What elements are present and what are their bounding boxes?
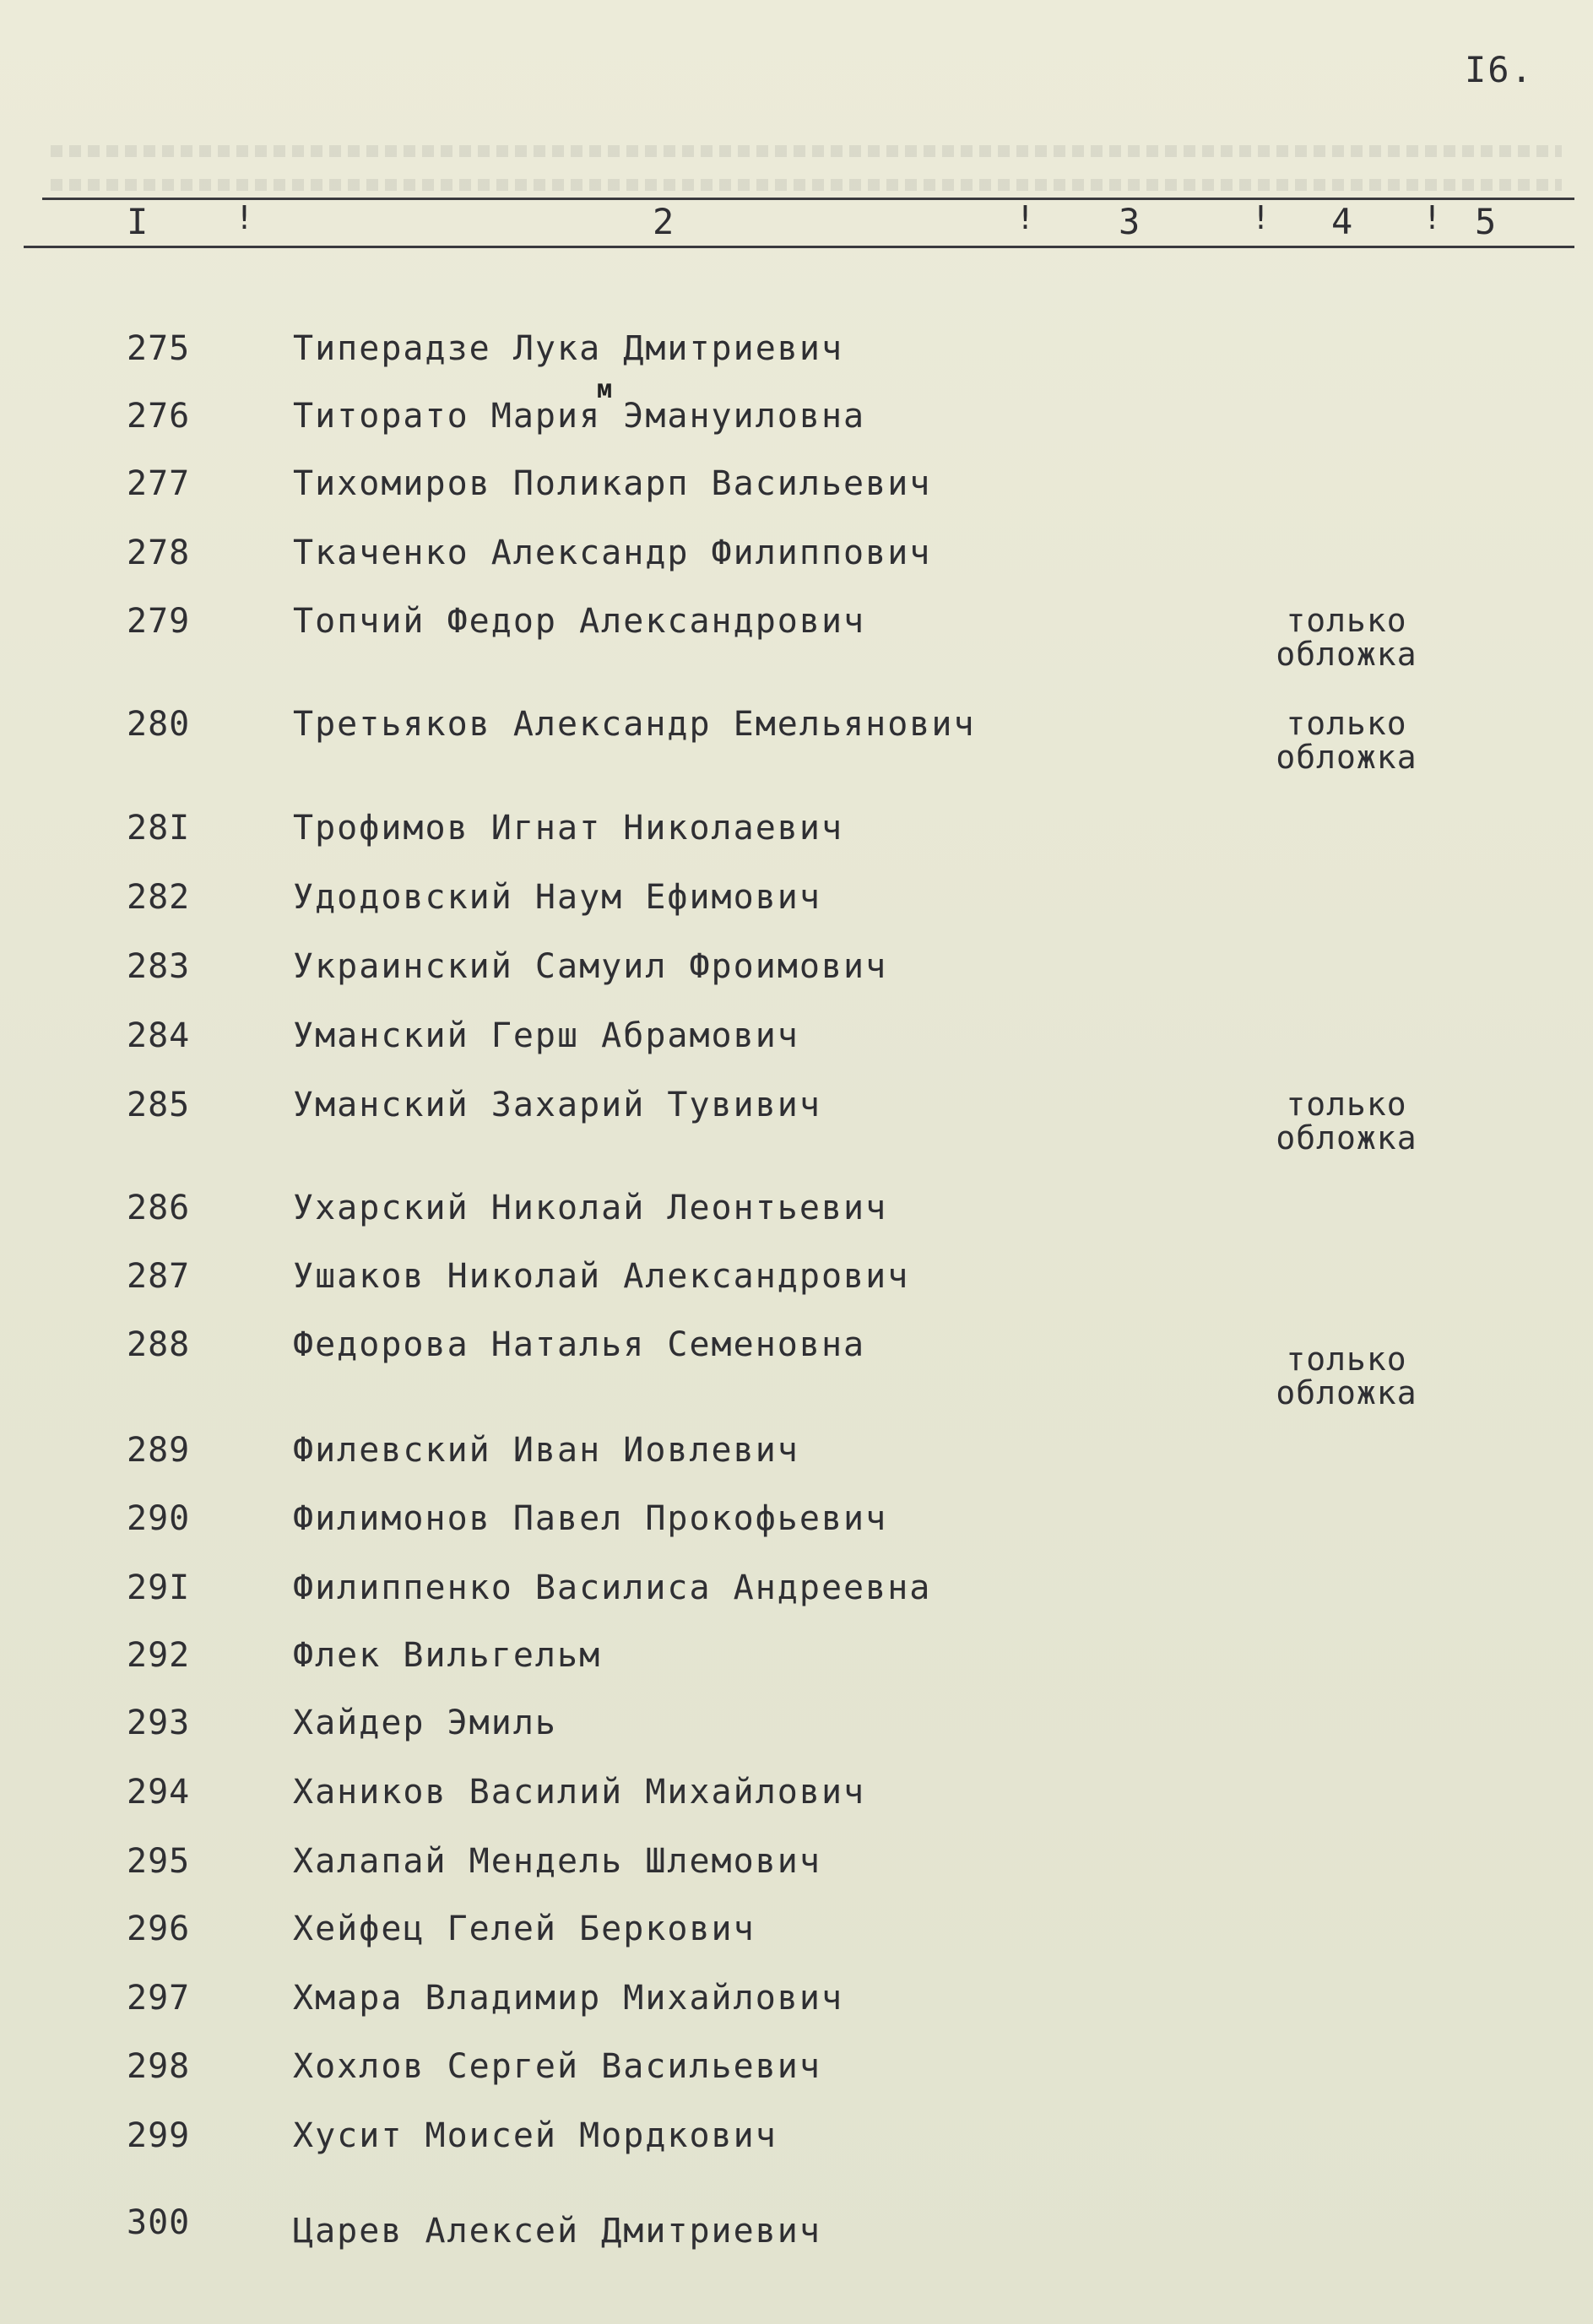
table-row <box>0 705 1593 776</box>
note-line: обложка <box>1276 1119 1417 1157</box>
person-name: Филевский Иван Иовлевич <box>293 1431 799 1470</box>
row-number: 294 <box>127 1773 191 1812</box>
row-number: 29I <box>127 1568 191 1607</box>
table-row <box>0 1431 1593 1482</box>
row-number: 296 <box>127 1910 191 1948</box>
row-number: 282 <box>127 878 191 917</box>
person-name: Ткаченко Александр Филиппович <box>293 534 932 572</box>
row-number: 283 <box>127 947 191 986</box>
column-5-header: 5 <box>1475 201 1497 242</box>
table-row <box>0 1979 1593 2029</box>
row-number: 279 <box>127 602 191 641</box>
row-number: 289 <box>127 1431 191 1470</box>
person-name: Трофимов Игнат Николаевич <box>293 809 844 848</box>
table-row <box>0 397 1593 447</box>
handwritten-correction: м <box>597 375 613 404</box>
row-number: 275 <box>127 329 191 368</box>
table-row <box>0 534 1593 584</box>
person-name: Хейфец Гелей Беркович <box>293 1910 756 1948</box>
header-rule-top <box>42 198 1574 200</box>
person-name: Филимонов Павел Прокофьевич <box>293 1499 888 1538</box>
person-name: Ушаков Николай Александрович <box>293 1257 910 1296</box>
column-2-header: 2 <box>653 201 675 242</box>
table-row <box>0 2047 1593 2098</box>
person-name: Ухарский Николай Леонтьевич <box>293 1189 888 1227</box>
row-number: 297 <box>127 1979 191 2018</box>
person-name: Хусит Моисей Мордкович <box>293 2116 778 2155</box>
row-number: 290 <box>127 1499 191 1538</box>
table-row <box>0 1499 1593 1550</box>
person-name: Царев Алексей Дмитриевич <box>293 2212 821 2251</box>
note-line: только <box>1286 602 1407 639</box>
person-name: Филиппенко Василиса Андреевна <box>293 1568 932 1607</box>
column-separator: ! <box>1016 199 1035 236</box>
column-separator: ! <box>1422 199 1442 236</box>
table-row <box>0 1016 1593 1067</box>
table-row <box>0 1325 1593 1411</box>
person-name: Топчий Федор Александрович <box>293 602 866 641</box>
table-row <box>0 1189 1593 1239</box>
person-name: Третьяков Александр Емельянович <box>293 705 976 744</box>
note-line: обложка <box>1276 739 1417 776</box>
table-row <box>0 1842 1593 1893</box>
table-row <box>0 1257 1593 1308</box>
header-rule-bottom <box>24 246 1574 248</box>
person-name: Тихомиров Поликарп Васильевич <box>293 464 932 503</box>
row-number: 295 <box>127 1842 191 1881</box>
row-note <box>1266 604 1427 671</box>
person-name: Флек Вильгельм <box>293 1636 602 1675</box>
table-row <box>0 1568 1593 1619</box>
row-number: 286 <box>127 1189 191 1227</box>
person-name: Федорова Наталья Семеновна <box>293 1325 866 1364</box>
table-row <box>0 878 1593 929</box>
person-name: Хайдер Эмиль <box>293 1704 557 1742</box>
table-row <box>0 809 1593 859</box>
column-separator: ! <box>235 199 254 236</box>
page-number: I6. <box>1465 49 1534 90</box>
person-name: Титорато Мария Эмануиловна <box>293 397 866 436</box>
show-through-line <box>51 145 1562 157</box>
row-note <box>1266 1087 1427 1155</box>
row-number: 293 <box>127 1704 191 1742</box>
person-name: Хаников Василий Михайлович <box>293 1773 866 1812</box>
table-row <box>0 947 1593 998</box>
row-number: 287 <box>127 1257 191 1296</box>
column-separator: ! <box>1251 199 1271 236</box>
table-row <box>0 1910 1593 1960</box>
table-row <box>0 1086 1593 1157</box>
note-line: только <box>1286 1086 1407 1123</box>
note-line: только <box>1286 705 1407 742</box>
table-row <box>0 2203 1593 2254</box>
row-number: 298 <box>127 2047 191 2086</box>
person-name: Хмара Владимир Михайлович <box>293 1979 844 2018</box>
row-number: 300 <box>127 2203 191 2242</box>
person-name: Халапай Мендель Шлемович <box>293 1842 821 1881</box>
row-number: 277 <box>127 464 191 503</box>
row-note <box>1266 707 1427 774</box>
note-line: обложка <box>1276 636 1417 673</box>
person-name: Хохлов Сергей Васильевич <box>293 2047 821 2086</box>
row-number: 280 <box>127 705 191 744</box>
table-row <box>0 464 1593 515</box>
person-name: Украинский Самуил Фроимович <box>293 947 888 986</box>
column-4-header: 4 <box>1331 201 1353 242</box>
person-name: Уманский Захарий Тувивич <box>293 1086 821 1124</box>
column-1-header: I <box>127 201 149 242</box>
table-row <box>0 602 1593 673</box>
row-number: 278 <box>127 534 191 572</box>
row-number: 285 <box>127 1086 191 1124</box>
person-name: Типерадзе Лука Дмитриевич <box>293 329 844 368</box>
table-row <box>0 2116 1593 2167</box>
note-line: обложка <box>1276 1374 1417 1411</box>
table-row <box>0 329 1593 380</box>
row-number: 299 <box>127 2116 191 2155</box>
table-row <box>0 1636 1593 1687</box>
row-note <box>1266 1342 1427 1410</box>
table-row <box>0 1704 1593 1754</box>
row-number: 284 <box>127 1016 191 1055</box>
row-number: 288 <box>127 1325 191 1364</box>
note-line: только <box>1286 1341 1407 1378</box>
column-3-header: 3 <box>1119 201 1141 242</box>
show-through-line <box>51 179 1562 191</box>
table-row <box>0 1773 1593 1823</box>
row-number: 276 <box>127 397 191 436</box>
person-name: Удодовский Наум Ефимович <box>293 878 821 917</box>
row-number: 292 <box>127 1636 191 1675</box>
person-name: Уманский Герш Абрамович <box>293 1016 799 1055</box>
row-number: 28I <box>127 809 191 848</box>
